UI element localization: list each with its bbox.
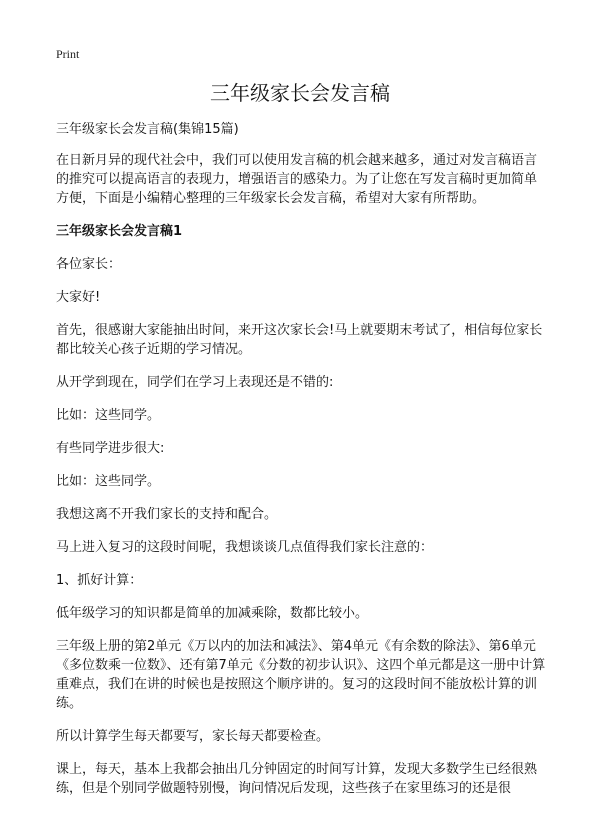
paragraph: 从开学到现在，同学们在学习上表现还是不错的: [56, 375, 334, 390]
paragraph-hello: 大家好! [56, 290, 101, 305]
paragraph: 课上，每天，基本上我都会抽出几分钟固定的时间写计算，发现大多数学生已经很熟练，但是个别同学做题特别慢，询问情况后发现，这些孩子在家里练习的还是很 [56, 762, 538, 796]
document-body [56, 120, 548, 812]
paragraph: 有些同学进步很大: [56, 441, 165, 456]
paragraph: 低年级学习的知识都是简单的加减乘除，数都比较小。 [56, 606, 369, 621]
paragraph-point-heading: 1、抓好计算： [56, 573, 143, 588]
paragraph: 三年级上册的第2单元《万以内的加法和减法》、第4单元《有余数的除法》、第6单元《多位数乘一位数》、还有第7单元《分数的初步认识》、这四个单元都是这一册中计算重难点，我们在讲的时候也是按照这个顺序讲的。复习的这段时间不能放松计算的训练。 [56, 639, 546, 711]
paragraph: 马上进入复习的这段时间呢，我想谈谈几点值得我们家长注意的： [56, 540, 434, 555]
paragraph: 所以计算学生每天都要写，家长每天都要检查。 [56, 729, 330, 744]
paragraph: 我想这离不开我们家长的支持和配合。 [56, 507, 278, 522]
print-link[interactable]: Print [56, 47, 80, 61]
intro-paragraph: 在日新月异的现代社会中，我们可以使用发言稿的机会越来越多，通过对发言稿语言的推究可以提高语言的表现力，增强语言的感染力。为了让您在写发言稿时更加简单方便，下面是小编精心整理的三年级家长会发言稿，希望对大家有所帮助。 [56, 153, 538, 206]
document-title: 三年级家长会发言稿 [210, 81, 390, 105]
paragraph: 比如：这些同学。 [56, 408, 161, 423]
paragraph: 首先，很感谢大家能抽出时间，来开这次家长会!马上就要期末考试了，相信每位家长都比较关心孩子近期的学习情况。 [56, 323, 543, 357]
section-heading: 三年级家长会发言稿1 [56, 224, 183, 239]
document-subtitle: 三年级家长会发言稿(集锦15篇) [56, 122, 239, 137]
paragraph-greeting: 各位家长： [56, 257, 122, 272]
paragraph: 比如：这些同学。 [56, 474, 161, 489]
